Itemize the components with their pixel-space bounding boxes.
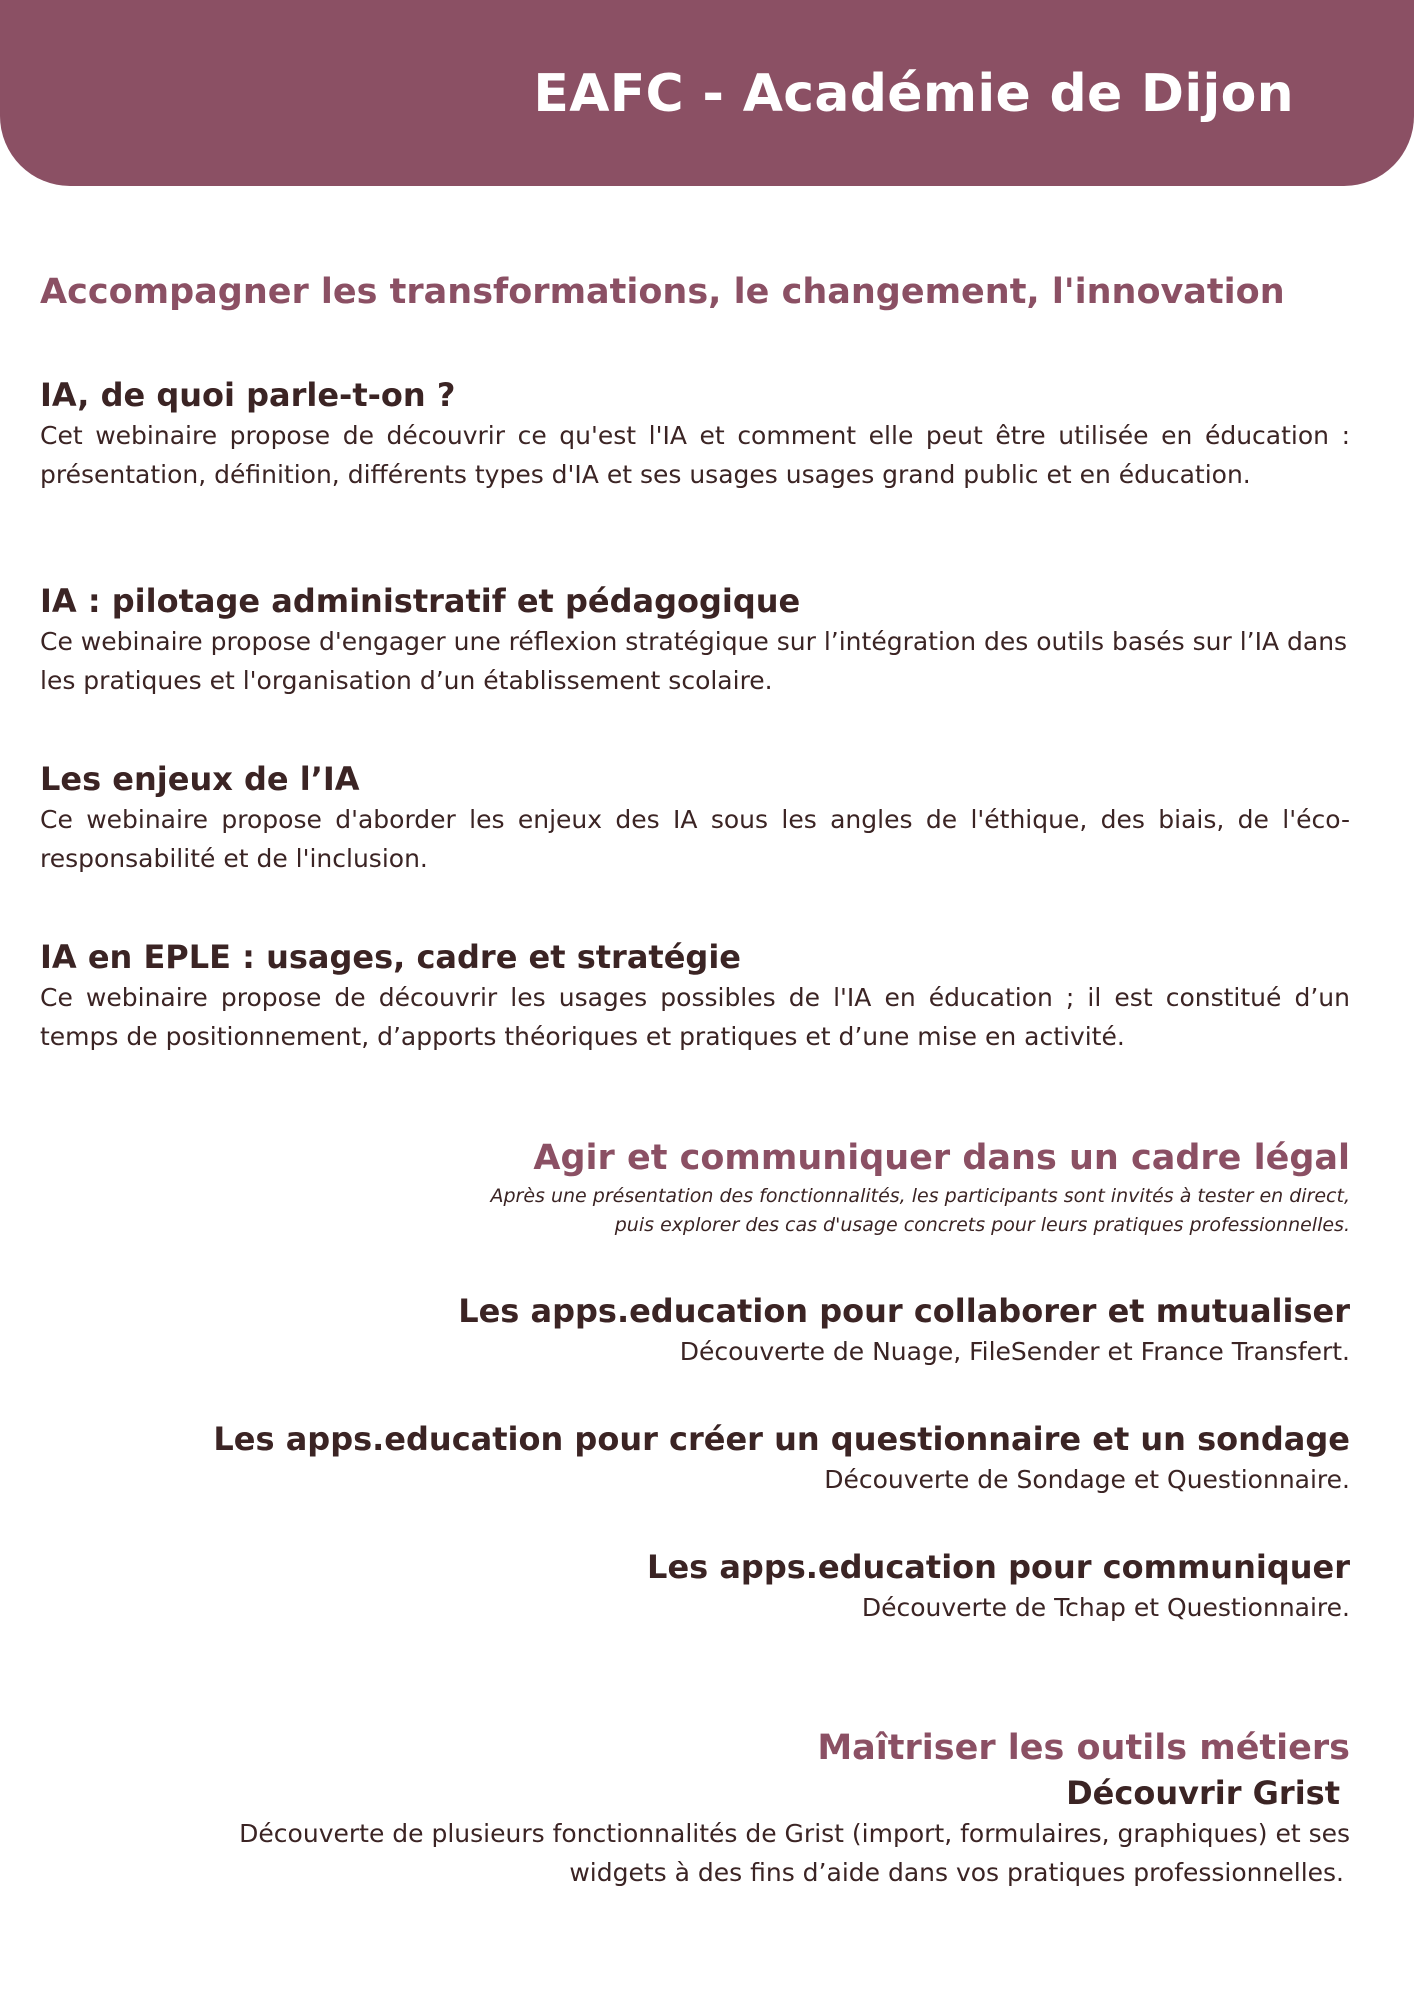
item-ia-de-quoi-parle-t-on <box>40 374 1350 494</box>
section-intro <box>110 1182 1350 1240</box>
item-description: Découverte de Nuage, FileSender et France Transfert. <box>679 1337 1350 1366</box>
section-heading-outils-metiers: Maîtriser les outils métiers <box>817 1728 1350 1768</box>
item-ia-en-eple <box>40 936 1350 1056</box>
item-description: Découverte de Sondage et Questionnaire. <box>824 1465 1350 1494</box>
item-description <box>110 1814 1350 1892</box>
item-description-line: widgets à des fins d’aide dans vos pratiques professionnelles. <box>569 1858 1344 1887</box>
item-description: Découverte de Tchap et Questionnaire. <box>861 1593 1350 1622</box>
item-title: Les apps.education pour communiquer <box>647 1548 1350 1586</box>
item-description: Cet webinaire propose de découvrir ce qu'est l'IA et comment elle peut être utilisée en éducation : présentation, définition, différents types d'IA et ses usages usages grand public et en éducation. <box>40 421 1350 489</box>
item-enjeux-ia <box>40 758 1350 878</box>
item-apps-communiquer <box>110 1546 1350 1627</box>
item-apps-collaborer <box>110 1290 1350 1371</box>
page-title: EAFC - Académie de Dijon <box>533 64 1294 124</box>
item-title: Les enjeux de l’IA <box>40 760 360 798</box>
item-ia-pilotage <box>40 580 1350 700</box>
item-description: Ce webinaire propose d'engager une réflexion stratégique sur l’intégration des outils basés sur l’IA dans les pratiques et l'organisation d’un établissement scolaire. <box>40 627 1348 695</box>
header-banner <box>0 0 1414 186</box>
item-title: IA : pilotage administratif et pédagogique <box>40 582 801 620</box>
section-outils-metiers <box>110 1728 1350 1892</box>
item-title: Les apps.education pour collaborer et mutualiser <box>458 1292 1350 1330</box>
section-heading-cadre-legal: Agir et communiquer dans un cadre légal <box>533 1138 1350 1178</box>
item-title: Les apps.education pour créer un questionnaire et un sondage <box>213 1420 1350 1458</box>
item-title: IA, de quoi parle-t-on ? <box>40 376 456 414</box>
item-description: Ce webinaire propose de découvrir les usages possibles de l'IA en éducation ; il est constitué d’un temps de positionnement, d’apports théoriques et pratiques et d’une mise en activité. <box>40 983 1350 1051</box>
item-description: Ce webinaire propose d'aborder les enjeux des IA sous les angles de l'éthique, des biais, de l'éco-responsabilité et de l'inclusion. <box>40 805 1350 873</box>
item-title: IA en EPLE : usages, cadre et stratégie <box>40 938 741 976</box>
section-intro-line: Après une présentation des fonctionnalités, les participants sont invités à tester en direct, <box>490 1185 1350 1207</box>
section-cadre-legal <box>110 1138 1350 1240</box>
section-heading-transformations: Accompagner les transformations, le changement, l'innovation <box>40 272 1285 312</box>
section-intro-line: puis explorer des cas d'usage concrets pour leurs pratiques professionnelles. <box>614 1214 1350 1236</box>
item-description-line: Découverte de plusieurs fonctionnalités de Grist (import, formulaires, graphiques) et ses <box>239 1819 1350 1848</box>
item-title: Découvrir Grist <box>1066 1774 1340 1812</box>
item-apps-questionnaire <box>110 1418 1350 1499</box>
